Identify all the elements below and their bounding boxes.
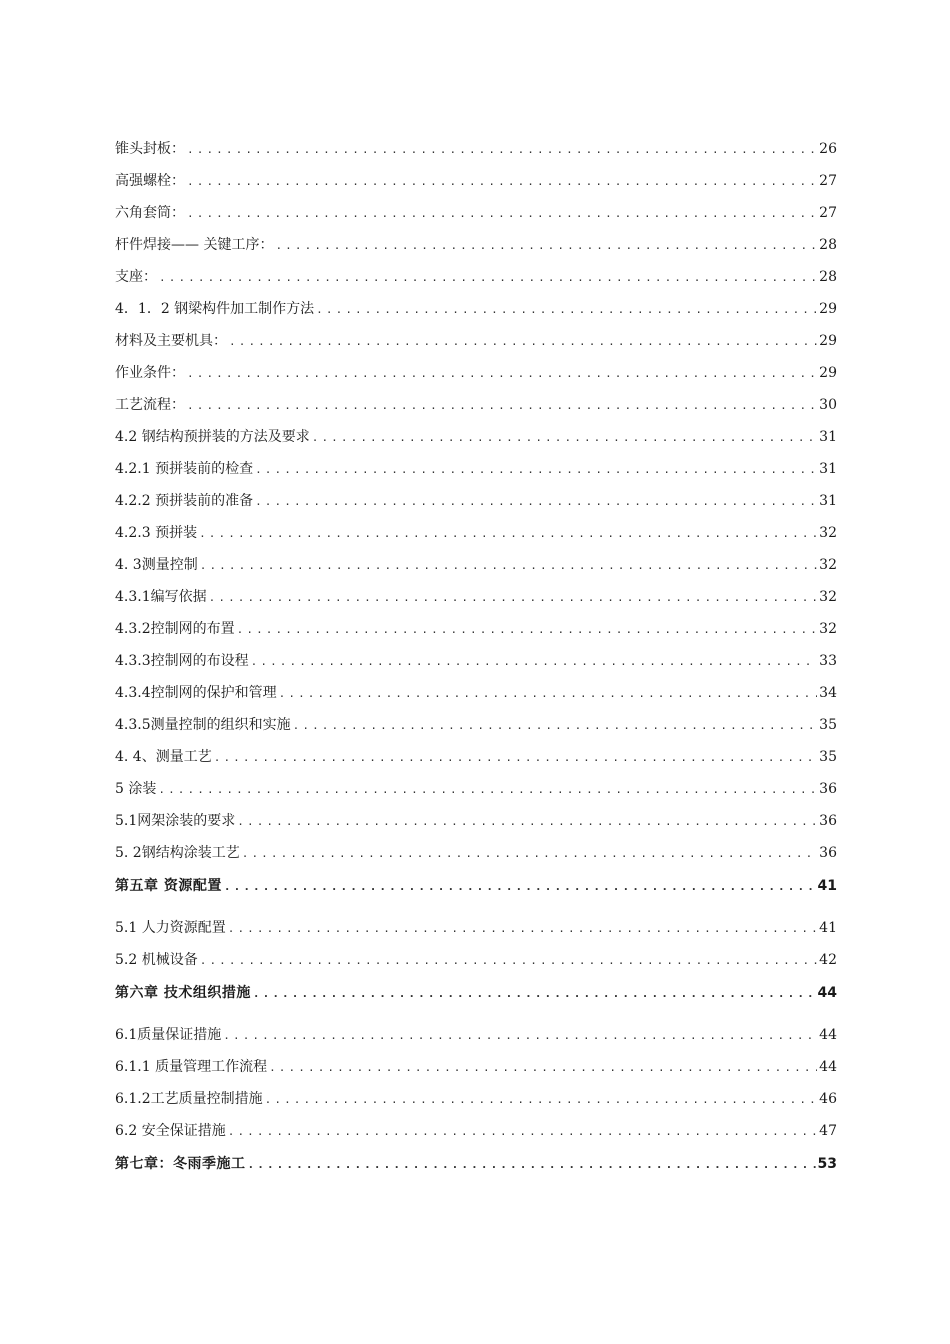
toc-page-number: 32	[819, 589, 837, 605]
toc-entry-title: 杆件焊接—— 关键工序：	[115, 237, 274, 253]
toc-dot-leader	[228, 916, 817, 942]
toc-entry[interactable]	[115, 264, 837, 296]
toc-page-number: 41	[819, 920, 837, 936]
toc-dot-leader	[312, 425, 817, 451]
toc-page-number: 31	[819, 461, 837, 477]
toc-dot-leader	[200, 553, 817, 579]
toc-page-number: 36	[819, 813, 837, 829]
toc-page-number: 46	[819, 1091, 837, 1107]
toc-entry[interactable]	[115, 424, 837, 456]
toc-entry[interactable]	[115, 552, 837, 584]
toc-dot-leader	[187, 361, 817, 387]
toc-dot-leader	[242, 841, 817, 867]
toc-entry-title: 第五章 资源配置	[115, 878, 222, 894]
toc-entry[interactable]	[115, 136, 837, 168]
toc-page-number: 36	[819, 845, 837, 861]
toc-entry-title: 工艺流程：	[115, 397, 185, 413]
toc-entry[interactable]	[115, 296, 837, 328]
toc-page-number: 31	[819, 429, 837, 445]
toc-dot-leader	[279, 681, 817, 707]
toc-entry-title: 4. 4、测量工艺	[115, 749, 212, 765]
toc-dot-leader	[214, 745, 817, 771]
toc-dot-leader	[199, 521, 817, 547]
toc-page-number: 29	[819, 301, 837, 317]
toc-entry-title: 4. 3测量控制	[115, 557, 198, 573]
toc-entry-title: 4.3.1编写依据	[115, 589, 207, 605]
toc-entry[interactable]	[115, 168, 837, 200]
toc-page-number: 31	[819, 493, 837, 509]
toc-page-number: 29	[819, 365, 837, 381]
toc-entry-title: 6.1质量保证措施	[115, 1027, 222, 1043]
toc-entry-title: 5 涂装	[115, 781, 157, 797]
toc-entry[interactable]	[115, 1022, 837, 1054]
toc-entry-title: 4．1．2 钢梁构件加工制作方法	[115, 301, 315, 317]
toc-dot-leader	[269, 1055, 817, 1081]
toc-chapter-entry[interactable]	[115, 980, 837, 1022]
toc-dot-leader	[159, 265, 817, 291]
toc-page-number: 28	[819, 269, 837, 285]
toc-entry-title: 4.3.2控制网的布置	[115, 621, 235, 637]
toc-entry-title: 4.3.5测量控制的组织和实施	[115, 717, 291, 733]
toc-dot-leader	[200, 948, 817, 974]
toc-page-number: 32	[819, 557, 837, 573]
toc-dot-leader	[237, 809, 817, 835]
toc-entry[interactable]	[115, 584, 837, 616]
toc-dot-leader	[253, 981, 816, 1007]
toc-entry-title: 六角套筒：	[115, 205, 185, 221]
toc-entry[interactable]	[115, 648, 837, 680]
toc-entry[interactable]	[115, 840, 837, 872]
toc-entry-title: 第七章：冬雨季施工	[115, 1156, 246, 1172]
toc-dot-leader	[255, 457, 817, 483]
toc-entry[interactable]	[115, 232, 837, 264]
toc-entry-title: 5.1网架涂装的要求	[115, 813, 236, 829]
toc-dot-leader	[224, 874, 816, 900]
toc-entry[interactable]	[115, 1118, 837, 1150]
toc-entry-title: 高强螺栓：	[115, 173, 185, 189]
toc-entry[interactable]	[115, 712, 837, 744]
toc-entry[interactable]	[115, 616, 837, 648]
toc-entry-title: 6.1.2工艺质量控制措施	[115, 1091, 263, 1107]
toc-entry-title: 支座：	[115, 269, 157, 285]
toc-dot-leader	[187, 393, 817, 419]
toc-entry-title: 4.2.1 预拼装前的检查	[115, 461, 254, 477]
toc-dot-leader	[316, 297, 817, 323]
toc-entry-title: 5. 2钢结构涂装工艺	[115, 845, 240, 861]
toc-page-number: 44	[817, 985, 837, 1001]
toc-page-number: 26	[819, 141, 837, 157]
toc-dot-leader	[237, 617, 817, 643]
toc-page-number: 47	[819, 1123, 837, 1139]
toc-entry[interactable]	[115, 776, 837, 808]
toc-entry-title: 4.2 钢结构预拼装的方法及要求	[115, 429, 310, 445]
toc-dot-leader	[187, 169, 817, 195]
toc-entry[interactable]	[115, 456, 837, 488]
toc-page-number: 30	[819, 397, 837, 413]
toc-dot-leader	[187, 201, 817, 227]
toc-dot-leader	[251, 649, 817, 675]
toc-page-number: 33	[819, 653, 837, 669]
toc-entry[interactable]	[115, 808, 837, 840]
toc-entry[interactable]	[115, 200, 837, 232]
toc-entry[interactable]	[115, 360, 837, 392]
toc-page-number: 36	[819, 781, 837, 797]
toc-entry-title: 锥头封板：	[115, 141, 185, 157]
table-of-contents	[115, 136, 837, 1193]
toc-chapter-entry[interactable]	[115, 1151, 837, 1193]
toc-entry-title: 材料及主要机具：	[115, 333, 227, 349]
toc-entry-title: 4.3.3控制网的布设程	[115, 653, 249, 669]
toc-entry[interactable]	[115, 1054, 837, 1086]
toc-entry[interactable]	[115, 520, 837, 552]
toc-entry[interactable]	[115, 1086, 837, 1118]
toc-entry-title: 4.2.3 预拼装	[115, 525, 198, 541]
toc-entry-title: 5.2 机械设备	[115, 952, 198, 968]
toc-page-number: 32	[819, 621, 837, 637]
toc-chapter-entry[interactable]	[115, 873, 837, 915]
toc-entry-title: 4.3.4控制网的保护和管理	[115, 685, 277, 701]
toc-dot-leader	[265, 1087, 817, 1113]
toc-entry[interactable]	[115, 328, 837, 360]
toc-entry-title: 5.1 人力资源配置	[115, 920, 226, 936]
toc-entry-title: 6.1.1 质量管理工作流程	[115, 1059, 268, 1075]
toc-entry-title: 4.2.2 预拼装前的准备	[115, 493, 254, 509]
toc-dot-leader	[228, 1119, 817, 1145]
toc-page-number: 53	[817, 1156, 837, 1172]
toc-entry-title: 6.2 安全保证措施	[115, 1123, 226, 1139]
toc-entry[interactable]	[115, 488, 837, 520]
toc-dot-leader	[187, 137, 817, 163]
toc-entry-title: 第六章 技术组织措施	[115, 985, 251, 1001]
toc-page-number: 35	[819, 717, 837, 733]
toc-page-number: 27	[819, 205, 837, 221]
toc-page-number: 34	[819, 685, 837, 701]
toc-dot-leader	[248, 1152, 816, 1178]
toc-entry[interactable]	[115, 947, 837, 979]
toc-page-number: 44	[819, 1027, 837, 1043]
toc-entry[interactable]	[115, 915, 837, 947]
toc-entry[interactable]	[115, 744, 837, 776]
toc-page-number: 44	[819, 1059, 837, 1075]
toc-entry[interactable]	[115, 392, 837, 424]
toc-entry-title: 作业条件：	[115, 365, 185, 381]
toc-page-number: 32	[819, 525, 837, 541]
toc-dot-leader	[158, 777, 817, 803]
toc-dot-leader	[229, 329, 817, 355]
toc-page-number: 28	[819, 237, 837, 253]
toc-entry[interactable]	[115, 680, 837, 712]
toc-dot-leader	[293, 713, 817, 739]
toc-page-number: 35	[819, 749, 837, 765]
toc-dot-leader	[255, 489, 817, 515]
toc-page-number: 29	[819, 333, 837, 349]
toc-dot-leader	[223, 1023, 817, 1049]
toc-dot-leader	[275, 233, 817, 259]
toc-page-number: 27	[819, 173, 837, 189]
toc-page-number: 41	[817, 878, 837, 894]
toc-page-number: 42	[819, 952, 837, 968]
toc-dot-leader	[209, 585, 817, 611]
